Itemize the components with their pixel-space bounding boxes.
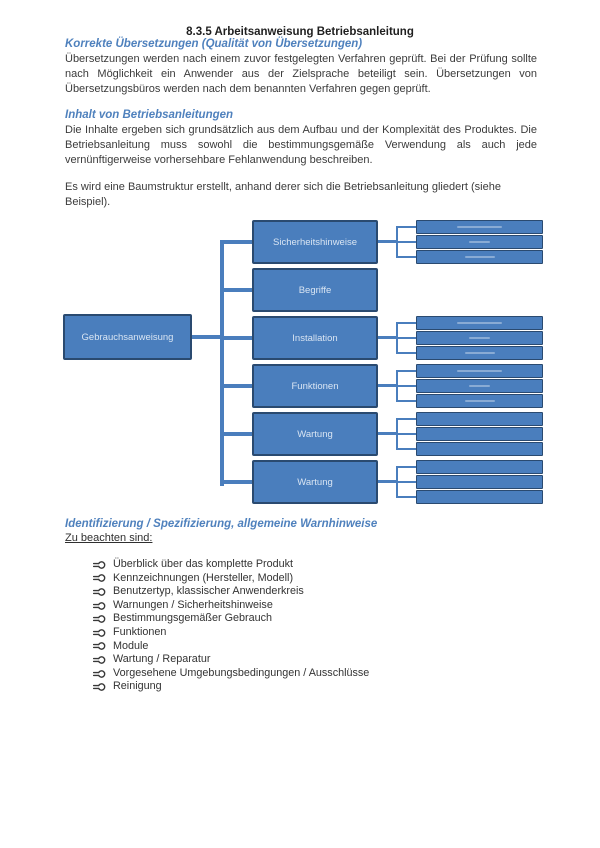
- list-item-label: Überblick über das komplette Produkt: [113, 558, 294, 570]
- list-item-label: Warnungen / Sicherheitshinweise: [113, 598, 273, 611]
- diagram-sub-box: [416, 475, 543, 489]
- diagram-sub-box: [416, 316, 543, 330]
- list-item: [93, 558, 537, 572]
- connector-branch-line: [378, 432, 398, 435]
- diagram-node-funktionen: Funktionen: [252, 364, 378, 408]
- connector-child-stub: [396, 496, 416, 498]
- connector-child-stub: [396, 481, 416, 483]
- arrow-bullet-icon: [93, 614, 106, 624]
- arrow-bullet-icon: [93, 573, 106, 583]
- diagram-node-wartung-1: Wartung: [252, 412, 378, 456]
- diagram-sub-box: [416, 460, 543, 474]
- list-item-label: Kennzeichnungen (Hersteller, Modell): [113, 571, 294, 584]
- diagram-sub-box: [416, 442, 543, 456]
- connector-child-stub: [396, 466, 416, 468]
- arrow-bullet-icon: [93, 641, 106, 651]
- connector-stub-line: [220, 336, 252, 340]
- arrow-bullet-icon: [93, 669, 106, 679]
- section-heading-inhalt: Inhalt von Betriebsanleitungen: [65, 109, 234, 121]
- list-item: [93, 599, 537, 613]
- connector-child-stub: [396, 241, 416, 243]
- zu-beachten-label: Zu beachten sind:: [65, 532, 153, 544]
- list-item: [93, 612, 537, 626]
- arrow-bullet-icon: [93, 587, 106, 597]
- page-title: 8.3.5 Arbeitsanweisung Betriebsanleitung: [186, 26, 414, 38]
- diagram-sub-box: [416, 220, 543, 234]
- list-item: [93, 667, 537, 681]
- connector-child-stub: [396, 322, 416, 324]
- connector-stub-line: [220, 384, 252, 388]
- connector-child-stub: [396, 256, 416, 258]
- list-item: [93, 653, 537, 667]
- connector-child-stub: [396, 337, 416, 339]
- arrow-bullet-icon: [93, 601, 106, 611]
- list-item-label: Reinigung: [113, 680, 162, 693]
- diagram-sub-box: [416, 412, 543, 426]
- list-item-label: Vorgesehene Umgebungsbedingungen / Ausschlüsse: [113, 666, 370, 679]
- connector-child-stub: [396, 226, 416, 228]
- list-item-label: Bestimmungsgemäßer Gebrauch: [113, 612, 273, 625]
- diagram-sub-box: [416, 250, 543, 264]
- connector-root-line: [192, 335, 222, 339]
- section-body-uebersetzungen: Übersetzungen werden nach einem zuvor festgelegten Verfahren geprüft. Bei der Prüfung sollte nach Möglichkeit ein Anwender aus der Zielsprache beteiligt sein. Übersetzungen von Übersetzungsbüros werden nach dem benannten Verfahren gegen geprüft.: [65, 53, 537, 95]
- connector-child-stub: [396, 370, 416, 372]
- connector-child-stub: [396, 448, 416, 450]
- page-content: [65, 38, 537, 694]
- arrow-bullet-icon: [93, 628, 106, 638]
- list-item: [93, 572, 537, 586]
- diagram-node-installation: Installation: [252, 316, 378, 360]
- diagram-node-begriffe: Begriffe: [252, 268, 378, 312]
- connector-child-stub: [396, 433, 416, 435]
- list-item-label: Funktionen: [113, 625, 167, 638]
- connector-trunk-line: [220, 240, 224, 486]
- connector-branch-line: [378, 240, 398, 243]
- list-item: [93, 640, 537, 654]
- diagram-children-wartung-2: [416, 460, 543, 504]
- arrow-bullet-icon: [93, 655, 106, 665]
- diagram-sub-box: [416, 490, 543, 504]
- warnings-list: [65, 558, 537, 694]
- diagram-sub-box: [416, 427, 543, 441]
- connector-child-stub: [396, 400, 416, 402]
- connector-child-stub: [396, 418, 416, 420]
- diagram-children-wartung-1: [416, 412, 543, 456]
- baumstruktur-note: Es wird eine Baumstruktur erstellt, anhand derer sich die Betriebsanleitung gliedert (siehe Beispiel).: [65, 181, 501, 208]
- list-item: [93, 626, 537, 640]
- section-heading-identifizierung: Identifizierung / Spezifizierung, allgemeine Warnhinweise: [65, 518, 378, 530]
- connector-branch-line: [378, 480, 398, 483]
- diagram-node-wartung-2: Wartung: [252, 460, 378, 504]
- diagram-children-funktionen: [416, 364, 543, 408]
- diagram-sub-box: [416, 331, 543, 345]
- connector-stub-line: [220, 480, 252, 484]
- list-item: [93, 680, 537, 694]
- diagram-root-box: Gebrauchsanweisung: [63, 314, 192, 360]
- diagram-sub-box: [416, 364, 543, 378]
- diagram-children-installation: [416, 316, 543, 360]
- list-item-label: Module: [113, 639, 149, 652]
- list-item-label: Benutzertyp, klassischer Anwenderkreis: [113, 585, 304, 598]
- diagram-node-sicherheitshinweise: Sicherheitshinweise: [252, 220, 378, 264]
- connector-stub-line: [220, 288, 252, 292]
- diagram-children-sicherheitshinweise: [416, 220, 543, 264]
- diagram-sub-box: [416, 394, 543, 408]
- connector-branch-line: [378, 336, 398, 339]
- connector-stub-line: [220, 432, 252, 436]
- diagram-sub-box: [416, 235, 543, 249]
- list-item: [93, 585, 537, 599]
- section-body-inhalt: Die Inhalte ergeben sich grundsätzlich aus dem Aufbau und der Komplexität des Produktes. Die Betriebsanleitung muss sowohl die bestimmungsgemäße Verwendung als auch jede vernünftigerweise vorhersehbare Fehlanwendung beschreiben.: [65, 124, 537, 166]
- diagram-sub-box: [416, 379, 543, 393]
- connector-stub-line: [220, 240, 252, 244]
- arrow-bullet-icon: [93, 560, 106, 570]
- betriebsanleitung-tree-diagram: [0, 218, 600, 518]
- list-item-label: Wartung / Reparatur: [113, 653, 211, 666]
- connector-branch-line: [378, 384, 398, 387]
- arrow-bullet-icon: [93, 682, 106, 692]
- section-heading-uebersetzungen: Korrekte Übersetzungen (Qualität von Übersetzungen): [65, 38, 363, 50]
- diagram-sub-box: [416, 346, 543, 360]
- connector-child-stub: [396, 352, 416, 354]
- connector-child-stub: [396, 385, 416, 387]
